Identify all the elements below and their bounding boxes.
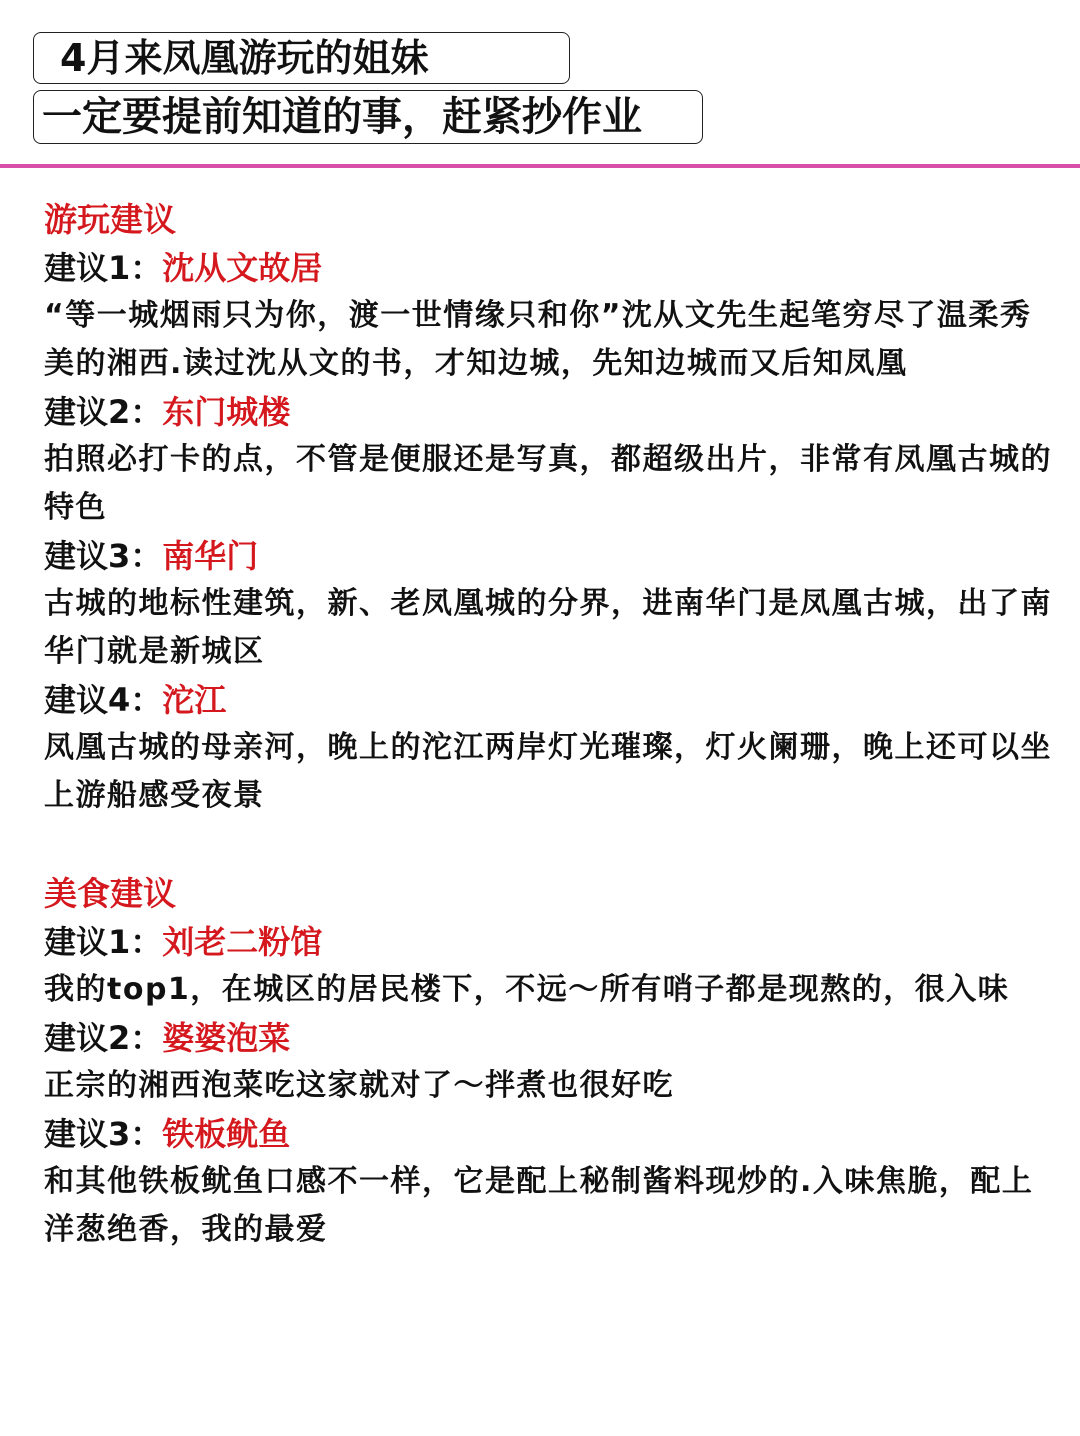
list-item	[44, 1110, 1054, 1254]
item-colon: ：	[130, 681, 163, 719]
list-item	[44, 532, 1054, 676]
item-prefix: 建议1	[44, 249, 131, 287]
item-colon: ：	[130, 249, 163, 287]
item-description: 拍照必打卡的点，不管是便服还是写真，都超级出片，非常有凤凰古城的特色	[44, 442, 1052, 525]
item-name: 婆婆泡菜	[162, 1019, 291, 1057]
item-prefix: 建议3	[44, 537, 131, 575]
item-colon: ：	[130, 1019, 163, 1057]
title-line-2: 一定要提前知道的事，赶紧抄作业	[33, 90, 703, 144]
item-colon: ：	[130, 537, 163, 575]
item-name: 沈从文故居	[162, 249, 323, 287]
item-description: 凤凰古城的母亲河，晚上的沱江两岸灯光璀璨，灯火阑珊，晚上还可以坐上游船感受夜景	[44, 730, 1052, 813]
item-prefix: 建议3	[44, 1115, 131, 1153]
item-prefix: 建议2	[44, 1019, 131, 1057]
item-name: 沱江	[162, 681, 227, 719]
item-colon: ：	[130, 1115, 163, 1153]
list-item	[44, 676, 1054, 820]
item-colon: ：	[130, 393, 163, 431]
list-item	[44, 1014, 1054, 1110]
title-line-1: 4月来凤凰游玩的姐妹	[33, 32, 570, 84]
section-heading: 游玩建议	[44, 200, 176, 239]
item-title	[44, 1014, 1054, 1062]
section-food	[44, 870, 1054, 1254]
item-title	[44, 676, 1054, 724]
item-name: 东门城楼	[162, 393, 291, 431]
item-description: 和其他铁板鱿鱼口感不一样，它是配上秘制酱料现炒的.入味焦脆，配上洋葱绝香，我的最爱	[44, 1164, 1034, 1247]
item-title	[44, 532, 1054, 580]
list-item	[44, 244, 1054, 388]
item-description: 正宗的湘西泡菜吃这家就对了～拌煮也很好吃	[44, 1068, 674, 1103]
item-prefix: 建议1	[44, 923, 131, 961]
item-prefix: 建议2	[44, 393, 131, 431]
item-title	[44, 388, 1054, 436]
item-description: “等一城烟雨只为你，渡一世情缘只和你”沈从文先生起笔穷尽了温柔秀美的湘西.读过沈从文的书，才知边城，先知边城而又后知凤凰	[44, 298, 1032, 381]
list-item	[44, 918, 1054, 1014]
section-sightseeing	[44, 196, 1054, 820]
item-description: 古城的地标性建筑，新、老凤凰城的分界，进南华门是凤凰古城，出了南华门就是新城区	[44, 586, 1052, 669]
item-title	[44, 918, 1054, 966]
item-colon: ：	[130, 923, 163, 961]
section-heading: 美食建议	[44, 874, 176, 913]
item-name: 南华门	[162, 537, 259, 575]
item-name: 铁板鱿鱼	[162, 1115, 291, 1153]
item-title	[44, 244, 1054, 292]
content-body	[44, 196, 1054, 1254]
list-item	[44, 388, 1054, 532]
item-name: 刘老二粉馆	[162, 923, 323, 961]
item-title	[44, 1110, 1054, 1158]
item-description: 我的top1，在城区的居民楼下，不远～所有哨子都是现熬的，很入味	[44, 972, 1010, 1007]
header-divider	[0, 164, 1080, 168]
item-prefix: 建议4	[44, 681, 131, 719]
